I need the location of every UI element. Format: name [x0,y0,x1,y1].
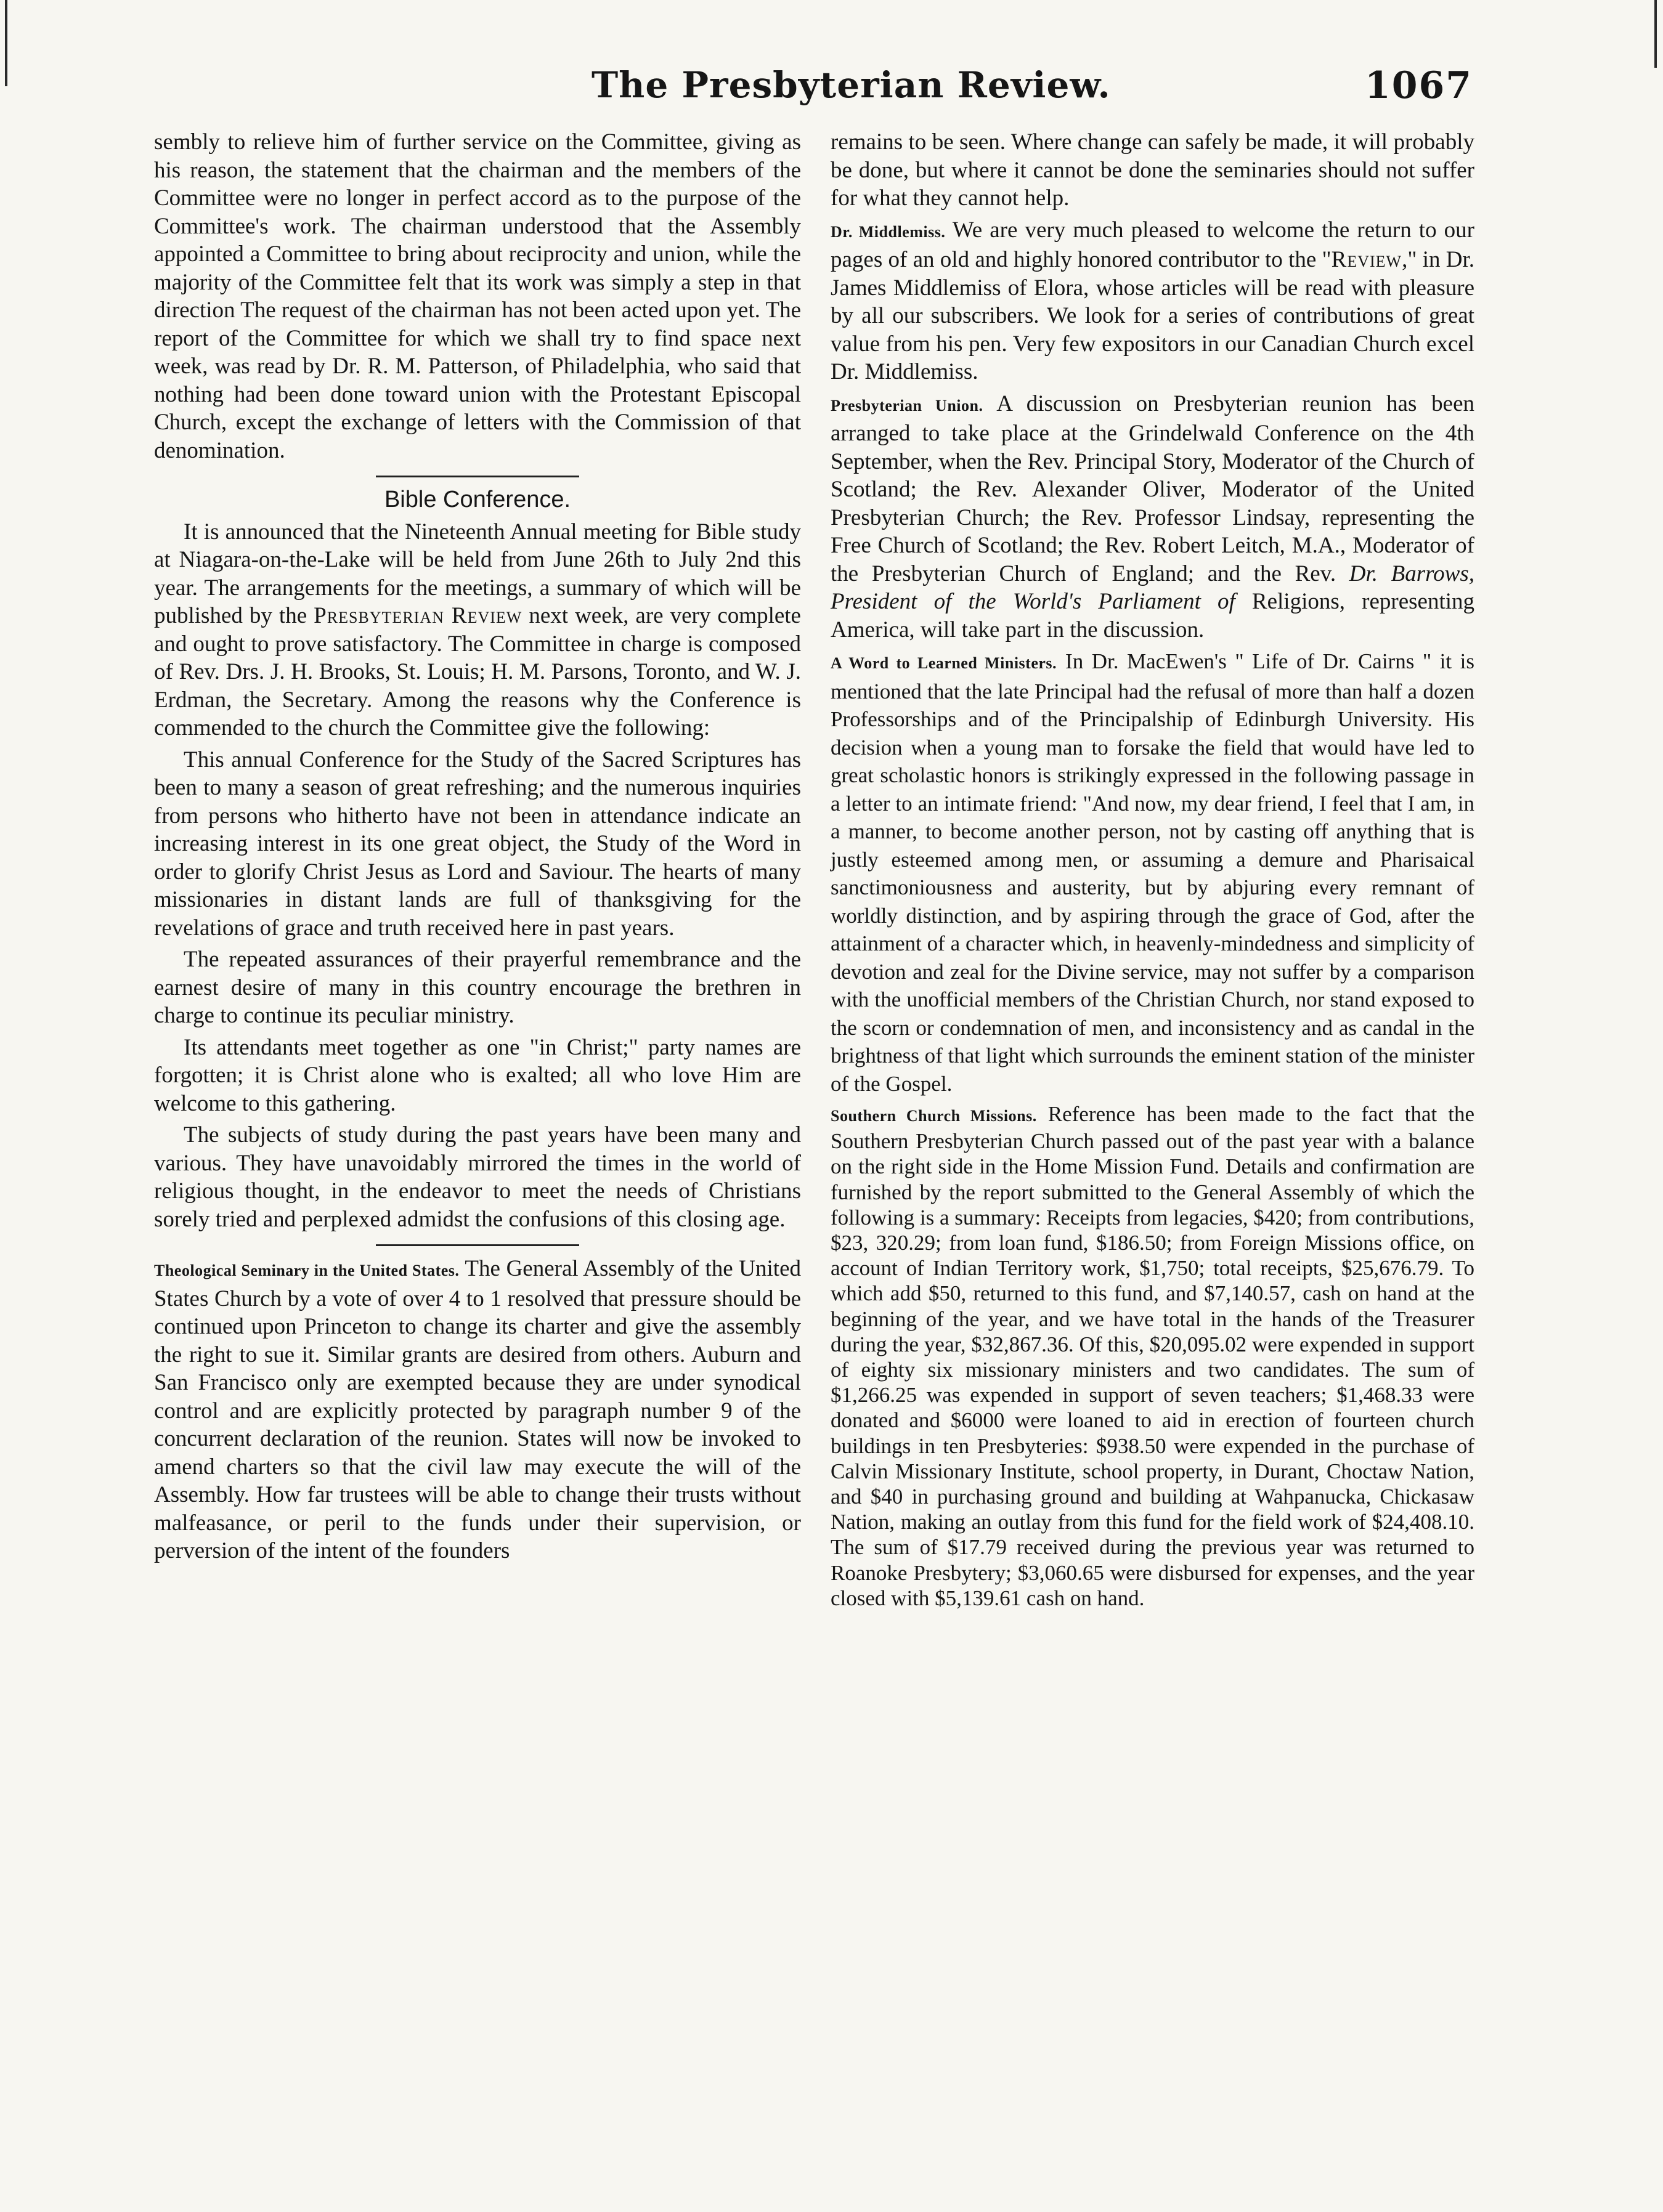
bible-text-a: It is announced that the Nineteenth Annual meeting for Bible study at Niagara-on-the-Lake will be held from June 26th to July 2nd this year. The arrangements for the meetings, a summary of which will be published by the [154,519,801,628]
southern-missions-paragraph [831,1101,1474,1611]
quote-paragraph-2: The repeated assurances of their prayerful remembrance and the earnest desire of many in this country encourage the brethren in charge to continue its peculiar ministry. [154,947,801,1028]
page-header [148,64,1473,120]
union-text-a: A discussion on Presbyterian reunion has been arranged to take place at the Grindelwald Conference on the 4th September, when the Rev. Principal Story, Moderator of the Church of Scotland; the Rev. Alexander Oliver, Moderator of the United Presbyterian Church; the Rev. Professor Lindsay, representing the Free Church of Scotland; the Rev. Robert Leitch, M.A., Moderator of the Presbyterian Church of England; and the Rev. [831,391,1474,586]
seminaries-paragraph: remains to be seen. Where change can safely be made, it will probably be done, but where it cannot be done the seminaries should not suffer for what they cannot help. [831,129,1474,211]
bible-conference-title: Bible Conference. [384,487,571,512]
presbyterian-union-sidehead: Presbyterian Union. [831,396,983,415]
bible-conference-paragraph [154,518,801,742]
section-divider-2 [376,1244,579,1246]
theological-seminary-text: The General Assembly of the United States Church by a vote of over 4 to 1 resolved that pressure should be continued upon Princeton to change its charter and give the assembly the right to sue it. Similar grants are desired from others. Auburn and San Francisco only are exempted because they are under synodical control and are explicitly protected by paragraph number 9 of the concurrent declaration of the reunion. States will now be invoked to amend charters so that the civil law may execute the will of the Assembly. How far trustees will be able to change their trusts without malfeasance, or peril to the funds under their supervision, or perversion of the intent of the founders [154,1256,801,1563]
page-edge-mark [5,0,7,86]
word-to-ministers-paragraph [831,647,1474,1098]
review-name-2: Review [1331,247,1402,272]
journal-title: The Presbyterian Review. [592,64,1111,106]
union-text-b: Religions, representing America, will take part in the discussion. [831,589,1474,642]
middlemiss-text-a: We are very much pleased to welcome the return to our pages of an old and highly honored contributor to the " [831,217,1474,272]
middlemiss-sidehead: Dr. Middlemiss. [831,222,946,241]
bible-text-b: next week, are very complete and ought to prove satisfactory. The Committee in charge is composed of Rev. Drs. J. H. Brooks, St. Louis; H. M. Parsons, Toronto, and W. J. Erdman, the Secretary. Among the reasons why the Conference is commended to the church the Committee give the following: [154,603,801,740]
southern-missions-text: Reference has been made to the fact that the Southern Presbyterian Church passed out of the past year with a balance on the right side in the Home Mission Fund. Details and confirmation are furnished by the report submitted to the General Assembly of which the following is a summary: Receipts from legacies, $420; from contributions, $23, 320.29; from loan fund, $186.50; from Foreign Missions office, on account of Indian Territory work, $1,750; total receipts, $25,676.79. To which add $50, returned to this fund, and $7,140.57, cash on hand at the beginning of the year, and we have total in the hands of the Treasurer during the year, $32,867.36. Of this, $20,095.02 were expended in support of eighty six missionary ministers and two candidates. The sum of $1,266.25 was expended in support of seven teachers; $1,468.33 were donated and $6000 were loaned to aid in erection of fourteen church buildings in ten Presbyteries: $938.50 were expended in the purchase of Calvin Missionary Institute, school property, in Durant, Choctaw Nation, and $40 in purchasing ground and building at Wahpanucka, Chickasaw Nation, making an outlay from this fund for the field work of $24,408.10. The sum of $17.79 received during the previous year was returned to Roanoke Presbytery; $3,060.65 were disbursed for expenses, and the year closed with $5,139.61 cash on hand. [831,1102,1474,1610]
middlemiss-paragraph [831,216,1474,386]
middlemiss-text-b: ," in Dr. James Middlemiss of Elora, whose articles will be read with pleasure by all our subscribers. We look for a series of contributions of great value from his pen. Very few expositors in our Canadian Church excel Dr. Middlemiss. [831,247,1474,384]
quote-paragraph-1: This annual Conference for the Study of the Sacred Scriptures has been to many a season of great refreshing; and the numerous inquiries from persons who hitherto have not been in attendance indicate an increasing interest in its one great object, the Study of the Word in order to glorify Christ Jesus as Lord and Saviour. The hearts of many missionaries in distant lands are full of thanksgiving for the revelations of grace and truth received here in past years. [154,747,801,941]
section-divider [376,476,579,477]
page-edge-mark-right [1654,0,1657,68]
page-number: 1067 [1365,64,1473,107]
theological-seminary-paragraph [154,1255,801,1565]
word-to-ministers-text: In Dr. MacEwen's " Life of Dr. Cairns " it is mentioned that the late Principal had the refusal of more than half a dozen Professorships and of the Principalship of Edinburgh University. His decision when a young man to forsake the field that would have led to great scholastic honors is strikingly expressed in the following passage in a letter to an intimate friend: "And now, my dear friend, I feel that I am, in a manner, to become another person, not by casting off anything that is justly esteemed among men, or assuming a demure and Pharisaical sanctimoniousness and austerity, but by abjuring every remnant of worldly distinction, and by aspiring through the grace of God, after the attainment of a character which, in heavenly-mindedness and simplicity of devotion and zeal for the Divine service, may not suffer by a comparison with the unofficial members of the Christian Church, nor stand exposed to the scorn or condemnation of men, and inconsistency and as candal in the brightness of that light which surrounds the eminent station of the minister of the Gospel. [831,649,1474,1096]
quote-paragraph-4: The subjects of study during the past years have been many and various. They have unavoidably mirrored the times in the world of religious thought, in the endeavor to meet the needs of Christians sorely tried and perplexed admidst the confusions of this closing age. [154,1122,801,1232]
theological-seminary-sidehead: Theological Seminary in the United States. [154,1262,460,1279]
quote-paragraph-3: Its attendants meet together as one "in Christ;" party names are forgotten; it is Christ alone who is exalted; all who love Him are welcome to this gathering. [154,1034,801,1116]
committee-paragraph: sembly to relieve him of further service on the Committee, giving as his reason, the statement that the chairman and the members of the Committee were no longer in perfect accord as to the purpose of the Committee's work. The chairman understood that the Assembly appointed a Committee to bring about reciprocity and union, while the majority of the Committee felt that its work was simply a step in that direction The request of the chairman has not been acted upon yet. The report of the Committee for which we shall try to find space next week, was read by Dr. R. M. Patterson, of Philadelphia, who said that nothing had been done toward union with the Protestant Episcopal Church, except the exchange of letters with the Commission of that denomination. [154,129,801,463]
left-column [154,128,801,1569]
union-text-italic: Dr. Barrows, President of the World's Parliament of [831,561,1475,614]
word-to-ministers-sidehead: A Word to Learned Ministers. [831,654,1057,672]
southern-missions-sidehead: Southern Church Missions. [831,1107,1037,1125]
review-name: Presbyterian Review [314,603,522,628]
right-column [831,128,1474,1614]
presbyterian-union-paragraph [831,390,1474,644]
